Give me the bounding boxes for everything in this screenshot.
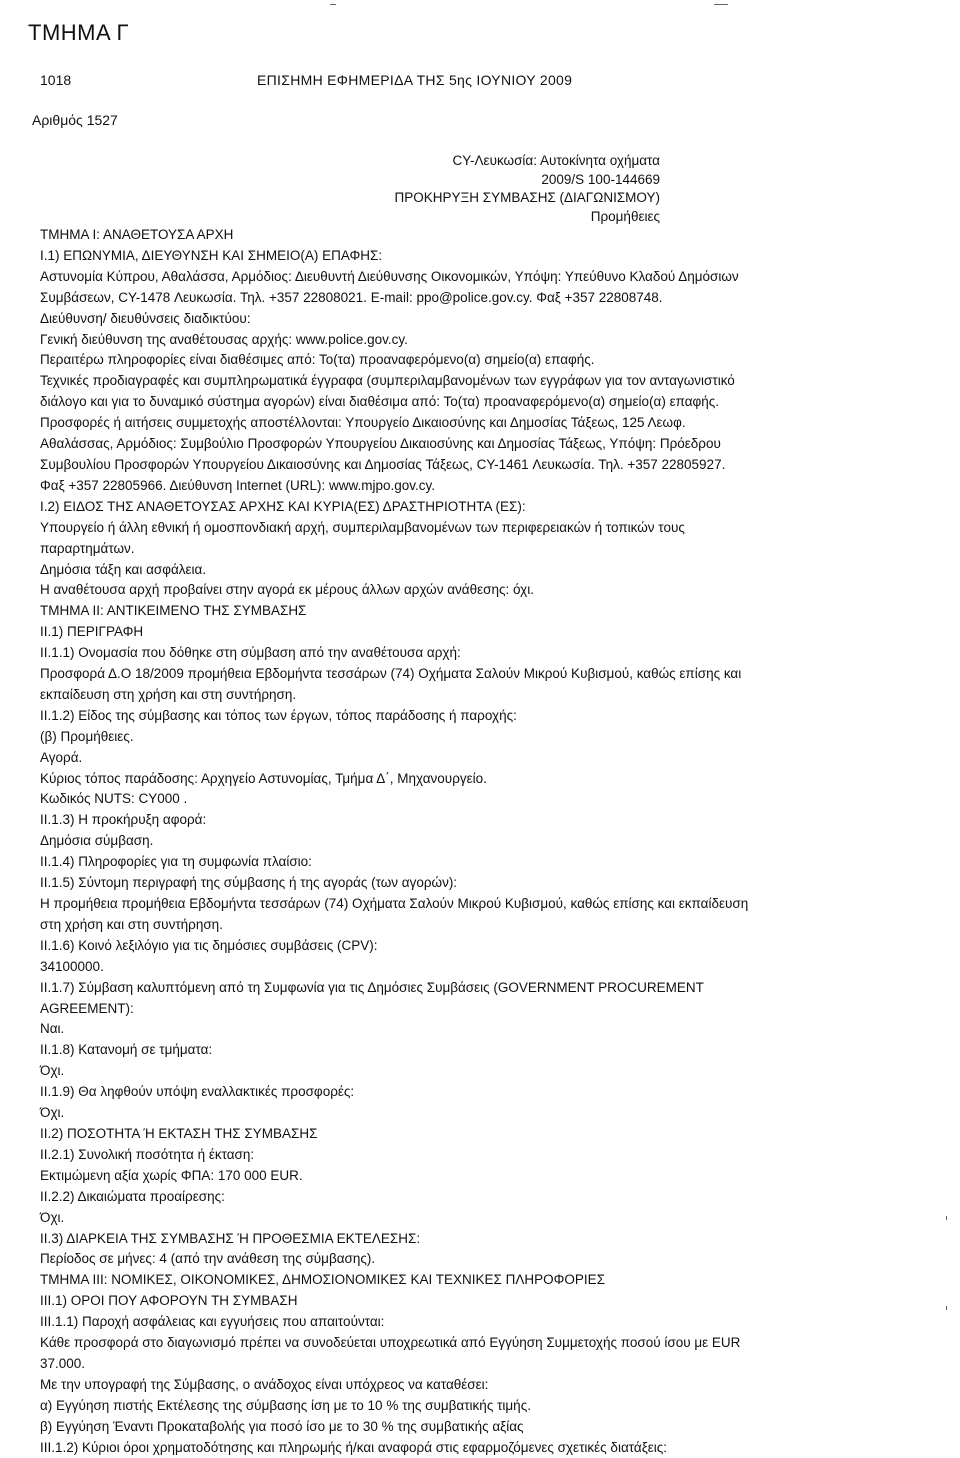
body-line: ΙΙ.3) ΔΙΑΡΚΕΙΑ ΤΗΣ ΣΥΜΒΑΣΗΣ Ή ΠΡΟΘΕΣΜΙΑ ΕΚΤΕΛΕΣΗΣ: bbox=[40, 1230, 421, 1246]
notice-title-block bbox=[200, 152, 660, 226]
body-line: Όχι. bbox=[40, 1063, 65, 1079]
body-line: β) Εγγύηση Έναντι Προκαταβολής για ποσό ίσο με το 30 % της συμβατικής αξίας bbox=[40, 1418, 524, 1434]
body-line: στη χρήση και στη συντήρηση. bbox=[40, 916, 223, 932]
body-line: ΙΙΙ.1) ΟΡΟΙ ΠΟΥ ΑΦΟΡΟΥΝ ΤΗ ΣΥΜΒΑΣΗ bbox=[40, 1293, 298, 1309]
body-line: Κωδικός NUTS: CY000 . bbox=[40, 791, 188, 807]
body-line: 37.000. bbox=[40, 1355, 86, 1371]
body-line: ΙΙ.1.9) Θα ληφθούν υπόψη εναλλακτικές προσφορές: bbox=[40, 1084, 355, 1100]
body-line: ΙΙ.2) ΠΟΣΟΤΗΤΑ Ή ΕΚΤΑΣΗ ΤΗΣ ΣΥΜΒΑΣΗΣ bbox=[40, 1125, 318, 1141]
scan-artifact bbox=[330, 4, 336, 5]
body-line: Διεύθυνση/ διευθύνσεις διαδικτύου: bbox=[40, 310, 251, 326]
body-line: Συμβάσεων, CY-1478 Λευκωσία. Τηλ. +357 22808021. E-mail: ppo@police.gov.cy. Φαξ +357 22808748. bbox=[40, 289, 663, 305]
body-line: Αγορά. bbox=[40, 749, 83, 765]
title-line: 2009/S 100-144669 bbox=[541, 171, 660, 187]
body-line: Φαξ +357 22805966. Διεύθυνση Internet (URL): www.mjpo.gov.cy. bbox=[40, 477, 436, 493]
body-line: Προσφορά Δ.Ο 18/2009 προμήθεια Εβδομήντα τεσσάρων (74) Οχήματα Σαλούν Μικρού Κυβισμού, καθώς επίσης και bbox=[40, 666, 742, 682]
page-number: 1018 bbox=[40, 72, 72, 88]
body-line: ΙΙ.1.3) Η προκήρυξη αφορά: bbox=[40, 812, 207, 828]
body-line: Αστυνομία Κύπρου, Αθαλάσσα, Αρμόδιος: Διευθυντή Διεύθυνσης Οικονομικών, Υπόψη: Υπεύθυνο Κλαδού Δημόσιων bbox=[40, 268, 739, 284]
scan-artifact bbox=[946, 1216, 947, 1220]
body-line: Δημόσια σύμβαση. bbox=[40, 833, 154, 849]
body-line: ΙΙ.1.1) Ονομασία που δόθηκε στη σύμβαση από την αναθέτουσα αρχή: bbox=[40, 645, 461, 661]
body-line: Αθαλάσσας, Αρμόδιος: Συμβούλιο Προσφορών Υπουργείου Δικαιοσύνης και Δημοσίας Τάξεως, Υπόψη: Πρόεδρου bbox=[40, 436, 721, 452]
body-line: Δημόσια τάξη και ασφάλεια. bbox=[40, 561, 207, 577]
body-line: Εκτιμώμενη αξία χωρίς ΦΠΑ: 170 000 EUR. bbox=[40, 1167, 303, 1183]
body-line: Η αναθέτουσα αρχή προβαίνει στην αγορά εκ μέρους άλλων αρχών ανάθεσης: όχι. bbox=[40, 582, 534, 598]
body-line: ΤΜΗΜΑ ΙΙΙ: ΝΟΜΙΚΕΣ, ΟΙΚΟΝΟΜΙΚΕΣ, ΔΗΜΟΣΙΟΝΟΜΙΚΕΣ ΚΑΙ ΤΕΧΝΙΚΕΣ ΠΛΗΡΟΦΟΡΙΕΣ bbox=[40, 1272, 606, 1288]
body-line: παραρτημάτων. bbox=[40, 540, 135, 556]
body-line: Ι.2) ΕΙΔΟΣ ΤΗΣ ΑΝΑΘΕΤΟΥΣΑΣ ΑΡΧΗΣ ΚΑΙ ΚΥΡΙΑ(ΕΣ) ΔΡΑΣΤΗΡΙΟΤΗΤΑ (ΕΣ): bbox=[40, 498, 526, 514]
body-line: ΙΙ.1.8) Κατανομή σε τμήματα: bbox=[40, 1042, 213, 1058]
title-line: CY-Λευκωσία: Αυτοκίνητα οχήματα bbox=[452, 153, 660, 168]
scan-artifact bbox=[946, 1306, 947, 1310]
body-line: ΙΙ.1) ΠΕΡΙΓΡΑΦΗ bbox=[40, 624, 144, 640]
notice-body bbox=[40, 225, 930, 1458]
body-line: ΙΙΙ.1.2) Κύριοι όροι χρηματοδότησης και πληρωμής ή/και αναφορά στις εφαρμοζόμενες σχετικές διατάξεις: bbox=[40, 1439, 668, 1455]
body-line: Όχι. bbox=[40, 1105, 65, 1121]
body-line: ΤΜΗΜΑ ΙΙ: ΑΝΤΙΚΕΙΜΕΝΟ ΤΗΣ ΣΥΜΒΑΣΗΣ bbox=[40, 603, 307, 619]
body-line: Περίοδος σε μήνες: 4 (από την ανάθεση της σύμβασης). bbox=[40, 1251, 376, 1267]
body-line: Η προμήθεια προμήθεια Εβδομήντα τεσσάρων (74) Οχήματα Σαλούν Μικρού Κυβισμού, καθώς επίσης και εκπαίδευση bbox=[40, 896, 749, 911]
body-line: 34100000. bbox=[40, 958, 104, 974]
body-line: ΙΙ.1.7) Σύμβαση καλυπτόμενη από τη Συμφωνία για τις Δημόσιες Συμβάσεις (GOVERNMENT PROCUREMENT bbox=[40, 979, 704, 995]
body-line: Περαιτέρω πληροφορίες είναι διαθέσιμες από: Το(τα) προαναφερόμενο(α) σημείο(α) επαφής. bbox=[40, 352, 595, 368]
body-line: Όχι. bbox=[40, 1209, 65, 1225]
body-line: (β) Προμήθειες. bbox=[40, 728, 134, 744]
body-line: ΙΙ.2.1) Συνολική ποσότητα ή έκταση: bbox=[40, 1146, 255, 1162]
body-line: Κάθε προσφορά στο διαγωνισμό πρέπει να συνοδεύεται υποχρεωτικά από Εγγύηση Συμμετοχής ποσού ίσου με EUR bbox=[40, 1335, 741, 1351]
body-line: Ι.1) ΕΠΩΝΥΜΙΑ, ΔΙΕΥΘΥΝΣΗ ΚΑΙ ΣΗΜΕΙΟ(Α) ΕΠΑΦΗΣ: bbox=[40, 247, 383, 263]
gazette-title: ΕΠΙΣΗΜΗ ΕΦΗΜΕΡΙΔΑ ΤΗΣ 5ης ΙΟΥΝΙΟΥ 2009 bbox=[257, 72, 573, 88]
body-line: ΙΙΙ.1.1) Παροχή ασφάλειας και εγγυήσεις που απαιτούνται: bbox=[40, 1314, 385, 1330]
body-line: Υπουργείο ή άλλη εθνική ή ομοσπονδιακή αρχή, συμπεριλαμβανομένων των περιφερειακών ή τοπικών τους bbox=[40, 519, 685, 535]
section-heading: ΤΜΗΜΑ Γ bbox=[28, 20, 130, 45]
body-line: Συμβουλίου Προσφορών Υπουργείου Δικαιοσύνης και Δημοσίας Τάξεως, CY-1461 Λευκωσία. Τηλ. +357 22805927. bbox=[40, 456, 726, 472]
body-line: Με την υπογραφή της Σύμβασης, ο ανάδοχος είναι υπόχρεος να καταθέσει: bbox=[40, 1376, 489, 1392]
body-line: ΙΙ.1.2) Είδος της σύμβασης και τόπος των έργων, τόπος παράδοσης ή παροχής: bbox=[40, 707, 517, 723]
body-line: διάλογο και για το δυναμικό σύστημα αγορών) είναι διαθέσιμα από: Το(τα) προαναφερόμενο(α) σημείο(α) επαφής. bbox=[40, 394, 720, 410]
body-line: Κύριος τόπος παράδοσης: Αρχηγείο Αστυνομίας, Τμήμα Δ΄, Μηχανουργείο. bbox=[40, 770, 487, 786]
body-line: Προσφορές ή αιτήσεις συμμετοχής αποστέλλονται: Υπουργείο Δικαιοσύνης και Δημοσίας Τάξεως, 125 Λεωφ. bbox=[40, 415, 686, 431]
scan-artifact bbox=[714, 4, 728, 5]
body-line: ΙΙ.2.2) Δικαιώματα προαίρεσης: bbox=[40, 1188, 225, 1204]
body-line: α) Εγγύηση πιστής Εκτέλεσης της σύμβασης ίση με το 10 % της συμβατικής τιμής. bbox=[40, 1397, 531, 1413]
title-line: Προμήθειες bbox=[590, 208, 660, 224]
notice-number: Αριθμός 1527 bbox=[32, 112, 118, 128]
body-line: εκπαίδευση στη χρήση και στη συντήρηση. bbox=[40, 686, 297, 702]
body-line: ΤΜΗΜΑ Ι: ΑΝΑΘΕΤΟΥΣΑ ΑΡΧΗ bbox=[40, 227, 234, 242]
body-line: ΙΙ.1.4) Πληροφορίες για τη συμφωνία πλαίσιο: bbox=[40, 854, 312, 870]
body-line: AGREEMENT): bbox=[40, 1000, 134, 1016]
body-line: ΙΙ.1.6) Κοινό λεξιλόγιο για τις δημόσιες συμβάσεις (CPV): bbox=[40, 937, 378, 953]
body-line: Ναι. bbox=[40, 1021, 65, 1037]
body-line: Γενική διεύθυνση της αναθέτουσας αρχής: www.police.gov.cy. bbox=[40, 331, 408, 347]
body-line: Τεχνικές προδιαγραφές και συμπληρωματικά έγγραφα (συμπεριλαμβανομένων των εγγράφων για τον ανταγωνιστικό bbox=[40, 373, 735, 389]
body-line: ΙΙ.1.5) Σύντομη περιγραφή της σύμβασης ή της αγοράς (των αγορών): bbox=[40, 875, 458, 891]
title-line: ΠΡΟΚΗΡΥΞΗ ΣΥΜΒΑΣΗΣ (ΔΙΑΓΩΝΙΣΜΟΥ) bbox=[394, 190, 660, 205]
